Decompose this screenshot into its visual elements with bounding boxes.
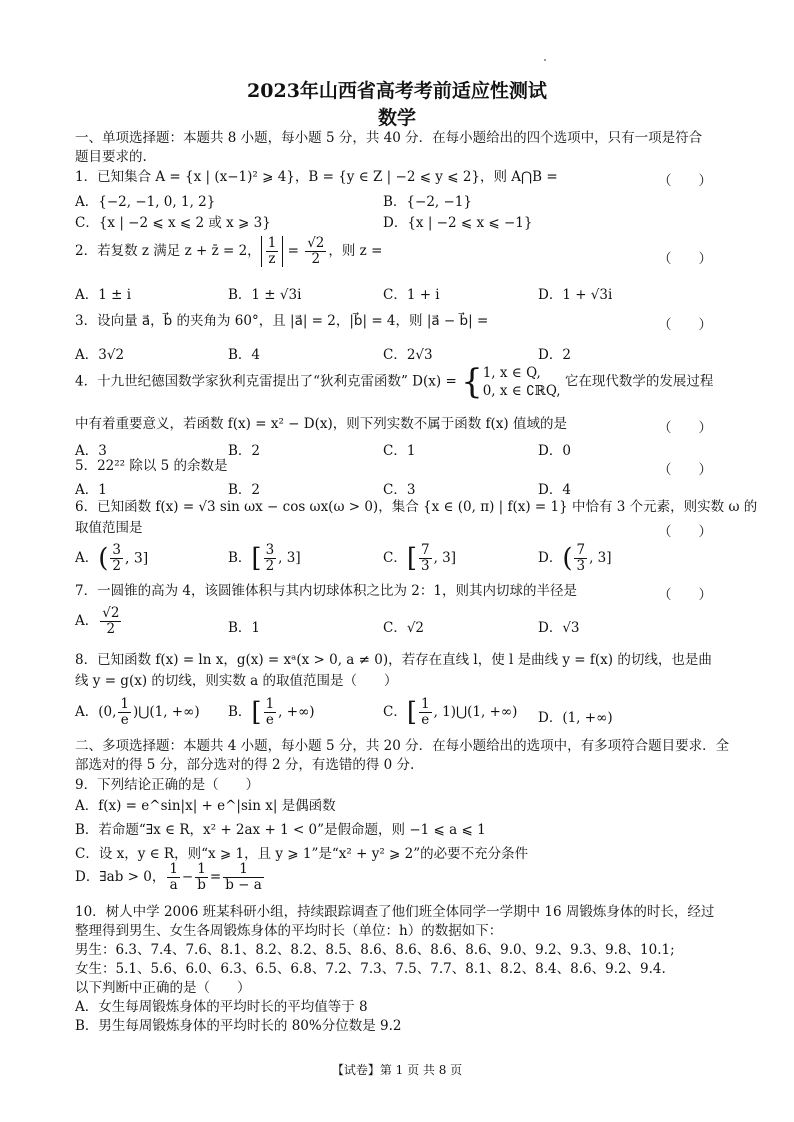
- q8-stem-line1: 8．已知函数 f(x) = ln x，g(x) = xᵃ(x > 0, a ≠ 0)，若存在直线 l，使 l 是曲线 y = f(x) 的切线，也是曲: [75, 652, 712, 668]
- q6-stem-line2: 取值范围是: [75, 520, 143, 536]
- q10-stem-line1: 10．树人中学 2006 班某科研小组，持续跟踪调查了他们班全体同学一学期中 16 周锻炼身体的时长，经过: [75, 904, 715, 920]
- q1-option-d: D．{x | −2 ⩽ x ⩽ −1}: [383, 215, 533, 231]
- section1-intro-line1: 一、单项选择题：本题共 8 小题，每小题 5 分，共 40 分．在每小题给出的四个选项中，只有一项是符合: [75, 130, 703, 146]
- q9-option-c: C．设 x，y ∈ R，则“x ⩾ 1，且 y ⩾ 1”是“x² + y² ⩾ 2”的必要不充分条件: [75, 846, 529, 862]
- q4-stem-line2: 中有着重要意义，若函数 f(x) = x² − D(x)，则下列实数不属于函数 f(x) 值域的是: [75, 416, 567, 432]
- q10-ask: 以下判断中正确的是（ ）: [75, 980, 251, 996]
- q1-answer-paren: （ ）: [658, 173, 712, 189]
- q7-option-a: A． $\frac{√2}{2}$: [75, 605, 120, 637]
- q2-stem: [75, 236, 382, 267]
- q10-boys-data: 男生：6.3、7.4、7.6、8.1、8.2、8.2、8.5、8.6、8.6、8.6、8.6、9.0、9.2、9.3、9.8、10.1;: [75, 942, 675, 958]
- q10-stem-line2: 整理得到男生、女生各周锻炼身体的平均时长（单位：h）的数据如下：: [75, 923, 503, 939]
- q4-cases: [483, 364, 561, 400]
- q7-option-d: D．√3: [538, 620, 580, 636]
- section2-intro-line2: 部选对的得 5 分，部分选对的得 2 分，有选错的得 0 分.: [75, 757, 415, 773]
- q7-answer-paren: （ ）: [658, 587, 712, 603]
- q6-option-a: A．( $\frac{3}{2}$ , 3]: [75, 542, 149, 574]
- q5-stem: 5．22²² 除以 5 的余数是: [75, 458, 228, 474]
- q2-stem-pre: 2．若复数 z 满足 z + z̄ = 2，: [75, 242, 261, 259]
- q6-answer-paren: （ ）: [658, 524, 712, 540]
- q4-stem-line1: [75, 362, 714, 403]
- q7-option-c: C．√2: [383, 620, 425, 636]
- q1-stem: 1．已知集合 A = {x | (x−1)² ⩾ 4}，B = {y ∈ Z | −2 ⩽ y ⩽ 2}，则 A⋂B =: [75, 169, 558, 185]
- q3-option-a: A．3√2: [75, 347, 125, 363]
- q2-abs-fraction: [261, 236, 284, 267]
- q1-option-b: B．{−2, −1}: [383, 194, 472, 210]
- q4-case2: 0, x ∈ ∁ℝQ,: [482, 383, 561, 400]
- q5-option-a: A．1: [75, 482, 107, 498]
- page-footer: 【试卷】第 1 页 共 8 页: [331, 1063, 463, 1077]
- q2-frac2-num: √2: [307, 235, 325, 251]
- q2-frac1-num: 1: [267, 235, 277, 251]
- q8-option-c: C．[ $\frac{1}{e}$ , 1)⋃(1, +∞): [383, 696, 518, 728]
- q8-option-d: D．(1, +∞): [538, 710, 613, 726]
- q3-answer-paren: （ ）: [658, 317, 712, 333]
- q9-option-a: A．f(x) = e^sin|x| + e^|sin x| 是偶函数: [75, 798, 336, 814]
- q4-cases-brace: {: [461, 362, 483, 403]
- q8-option-a: A．(0, $\frac{1}{e}$ )⋃(1, +∞): [75, 696, 200, 728]
- q2-equals: =: [287, 242, 299, 259]
- q8-stem-line2: 线 y = g(x) 的切线，则实数 a 的取值范围是（ ）: [75, 673, 398, 689]
- q4-stem-pre: 4．十九世纪德国数学家狄利克雷提出了“狄利克雷函数” D(x) =: [75, 373, 457, 390]
- q2-option-c: C．1 + i: [383, 287, 440, 303]
- q7-option-b: B．1: [228, 620, 261, 636]
- q2-stem-post: ，则 z =: [328, 242, 383, 259]
- q2-answer-paren: （ ）: [658, 251, 712, 267]
- q9-option-b: B．若命题“∃x ∈ R，x² + 2ax + 1 < 0”是假命题，则 −1 ⩽ a ⩽ 1: [75, 822, 486, 838]
- q2-option-b: B．1 ± √3i: [228, 287, 302, 303]
- q5-option-c: C．3: [383, 482, 416, 498]
- q6-option-d: D．( $\frac{7}{3}$ , 3]: [538, 542, 612, 574]
- q4-stem-post: 它在现代数学的发展过程: [564, 373, 714, 390]
- q7-stem: 7．一圆锥的高为 4，该圆锥体积与其内切球体积之比为 2：1，则其内切球的半径是: [75, 583, 577, 599]
- q5-option-b: B．2: [228, 482, 261, 498]
- q6-option-b: B．[ $\frac{3}{2}$ , 3]: [228, 542, 301, 574]
- q6-stem-line1: 6．已知函数 f(x) = √3 sin ωx − cos ωx(ω > 0)，集合 {x ∈ (0, π) | f(x) = 1} 中恰有 3 个元素，则实数 ω 的: [75, 499, 758, 515]
- q5-answer-paren: （ ）: [658, 462, 712, 478]
- section1-intro-line2: 题目要求的.: [75, 149, 147, 165]
- stray-dot: [544, 59, 546, 61]
- q2-option-d: D．1 + √3i: [538, 287, 613, 303]
- q3-option-d: D．2: [538, 347, 571, 363]
- q4-option-a: A．3: [75, 443, 107, 459]
- q3-option-b: B．4: [228, 347, 261, 363]
- q9-stem: 9．下列结论正确的是（ ）: [75, 777, 260, 793]
- q10-option-a: A．女生每周锻炼身体的平均时长的平均值等于 8: [75, 999, 368, 1015]
- q10-girls-data: 女生：5.1、5.6、6.0、6.3、6.5、6.8、7.2、7.3、7.5、7.7、8.1、8.2、8.4、8.6、9.2、9.4.: [75, 961, 666, 977]
- section2-intro-line1: 二、多项选择题：本题共 4 小题，每小题 5 分，共 20 分．在每小题给出的选项中，有多项符合题目要求．全: [75, 738, 730, 754]
- q2-frac1-den: z: [268, 250, 276, 267]
- q2-option-a: A．1 ± i: [75, 287, 132, 303]
- q2-frac2-den: 2: [311, 250, 321, 267]
- q9-option-d: D．∃ab > 0， $\frac{1}{a}$ − $\frac{1}{b}$ = $\frac{1}{b - a}$: [75, 861, 262, 893]
- q3-option-c: C．2√3: [383, 347, 433, 363]
- q3-stem: 3．设向量 a⃗，b⃗ 的夹角为 60°，且 |a⃗| = 2，|b⃗| = 4，则 |a⃗ − b⃗| =: [75, 313, 489, 329]
- q6-option-c: C．[ $\frac{7}{3}$ , 3]: [383, 542, 457, 574]
- q1-option-c: C．{x | −2 ⩽ x ⩽ 2 或 x ⩾ 3}: [75, 215, 271, 231]
- q4-case1: 1, x ∈ Q,: [482, 365, 541, 381]
- exam-subject: 数学: [377, 107, 416, 129]
- q4-option-d: D．0: [538, 443, 571, 459]
- q10-option-b: B．男生每周锻炼身体的平均时长的 80%分位数是 9.2: [75, 1018, 402, 1034]
- q4-answer-paren: （ ）: [658, 420, 712, 436]
- q1-option-a: A．{−2, −1, 0, 1, 2}: [75, 194, 216, 210]
- q5-option-d: D．4: [538, 482, 571, 498]
- exam-title: 2023年山西省高考考前适应性测试: [247, 80, 547, 102]
- q4-option-b: B．2: [228, 443, 261, 459]
- q8-option-b: B．[ $\frac{1}{e}$ , +∞): [228, 696, 315, 728]
- q4-option-c: C．1: [383, 443, 416, 459]
